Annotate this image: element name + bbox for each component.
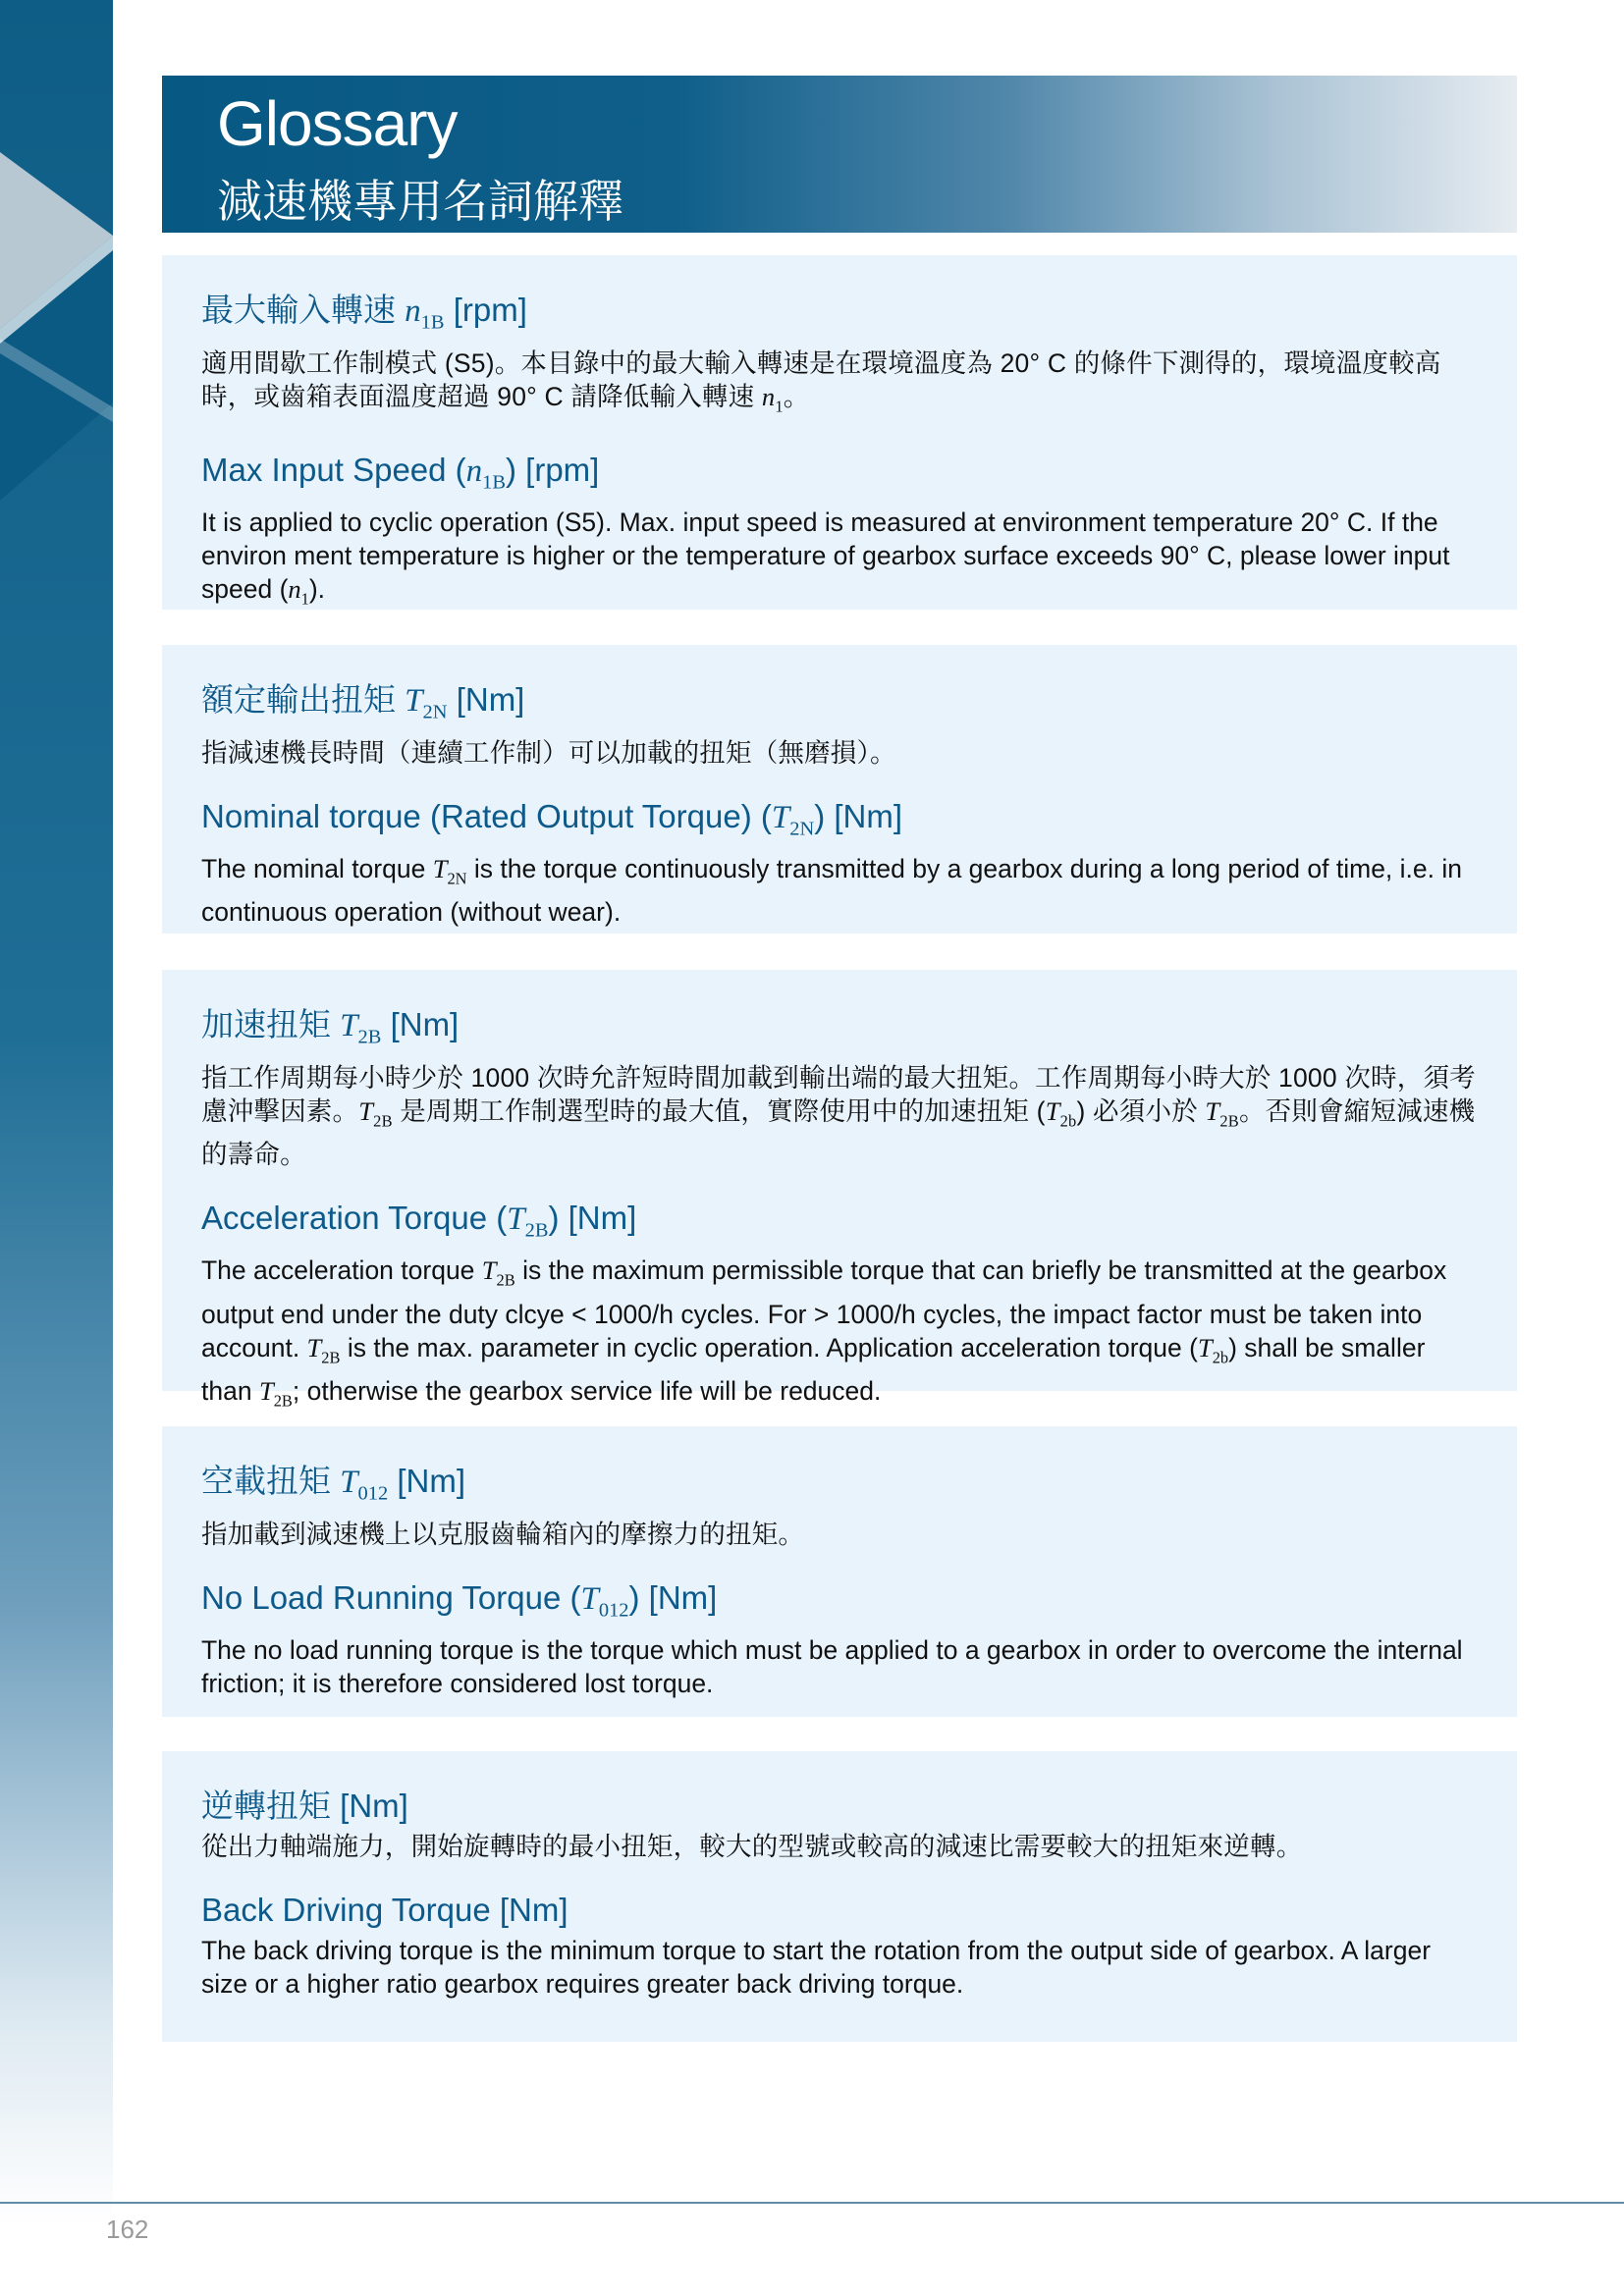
term-zh: 空載扭矩 $T_{012}$ [Nm]	[201, 1463, 466, 1505]
glossary-entry-acceleration-torque	[162, 970, 1517, 1411]
description-zh: 從出力軸端施力，開始旋轉時的最小扭矩，較大的型號或較高的減速比需要較大的扭矩來逆轉。	[201, 1832, 1303, 1861]
description-zh: 指減速機長時間（連續工作制）可以加載的扭矩（無磨損）。	[201, 737, 896, 768]
glossary-entry-nominal-torque	[162, 645, 1517, 934]
footer-divider	[0, 2202, 1624, 2204]
glossary-entry-no-load-running-torque	[162, 1426, 1517, 1717]
description-en: The back driving torque is the minimum torque to start the rotation from the output side of gearbox. A larger size or a higher ratio gearbox requires greater back driving torque.	[201, 1936, 1432, 1999]
page-subtitle: 減速機專用名詞解釋	[217, 176, 623, 227]
description-zh: 適用間歇工作制模式 (S5)。本目錄中的最大輸入轉速是在環境溫度為 20° C 的條件下測得的，環境溫度較高時，或齒箱表面溫度超過 90° C 請降低輸入轉速 $n_1$。	[201, 347, 1441, 415]
term-zh: 最大輸入轉速 $n_{1B}$ [rpm]	[201, 292, 527, 334]
side-decoration-bar	[0, 0, 113, 2296]
term-zh: 額定輸出扭矩 $T_{2N}$ [Nm]	[201, 681, 525, 723]
term-en: Back Driving Torque [Nm]	[201, 1892, 568, 1928]
term-en: Max Input Speed $(n_{1B})$ [rpm]	[201, 451, 600, 494]
description-en: The acceleration torque $T_{2B}$ is the maximum permissible torque that can briefly be transmitted at the gearbox output end under the duty clcye < 1000/h cycles. For > 1000/h cycles, the impact factor must be taken into account. $T_{2B}$ is the max. parameter in cyclic operation. Application acceleration torque $(T_{2b})$ shall be smaller than $T_{2B}$; otherwise the gearbox service life will be reduced.	[201, 1255, 1447, 1411]
description-zh: 指工作周期每小時少於 1000 次時允許短時間加載到輸出端的最大扭矩。工作周期每小時大於 1000 次時，須考慮沖擊因素。$T_{2B}$ 是周期工作制選型時的最大值，實際使用中的加速扭矩 $(T_{2b})$ 必須小於 $T_{2B}$。否則會縮短減速機的壽命。	[201, 1062, 1476, 1169]
glossary-entry-back-driving-torque	[162, 1751, 1517, 2042]
page-number: 162	[106, 2215, 149, 2244]
page-header-banner	[162, 76, 1517, 233]
arrow-decoration-icon	[0, 0, 113, 550]
description-en: The nominal torque $T_{2N}$ is the torque continuously transmitted by a gearbox during a long period of time, i.e. in continuous operation (without wear).	[201, 854, 1463, 928]
term-en: No Load Running Torque $(T_{012})$ [Nm]	[201, 1578, 718, 1622]
description-zh: 指加載到減速機上以克服齒輪箱內的摩擦力的扭矩。	[201, 1519, 805, 1549]
term-en: Nominal torque (Rated Output Torque) $(T_{2N})$ [Nm]	[201, 797, 903, 840]
term-zh: 加速扭矩 $T_{2B}$ [Nm]	[201, 1006, 460, 1048]
description-en: The no load running torque is the torque which must be applied to a gearbox in order to overcome the internal friction; it is therefore considered lost torque.	[201, 1635, 1463, 1699]
term-en: Acceleration Torque $(T_{2B})$ [Nm]	[201, 1199, 637, 1242]
glossary-entry-max-input-speed	[162, 255, 1517, 610]
term-zh: 逆轉扭矩 [Nm]	[201, 1788, 408, 1824]
description-en: It is applied to cyclic operation (S5). Max. input speed is measured at environment temperature 20° C. If the environ ment temperature is higher or the temperature of gearbox surface exceeds 90° C, please lower input speed $(n_1)$.	[201, 507, 1450, 609]
page-title: Glossary	[217, 88, 458, 159]
